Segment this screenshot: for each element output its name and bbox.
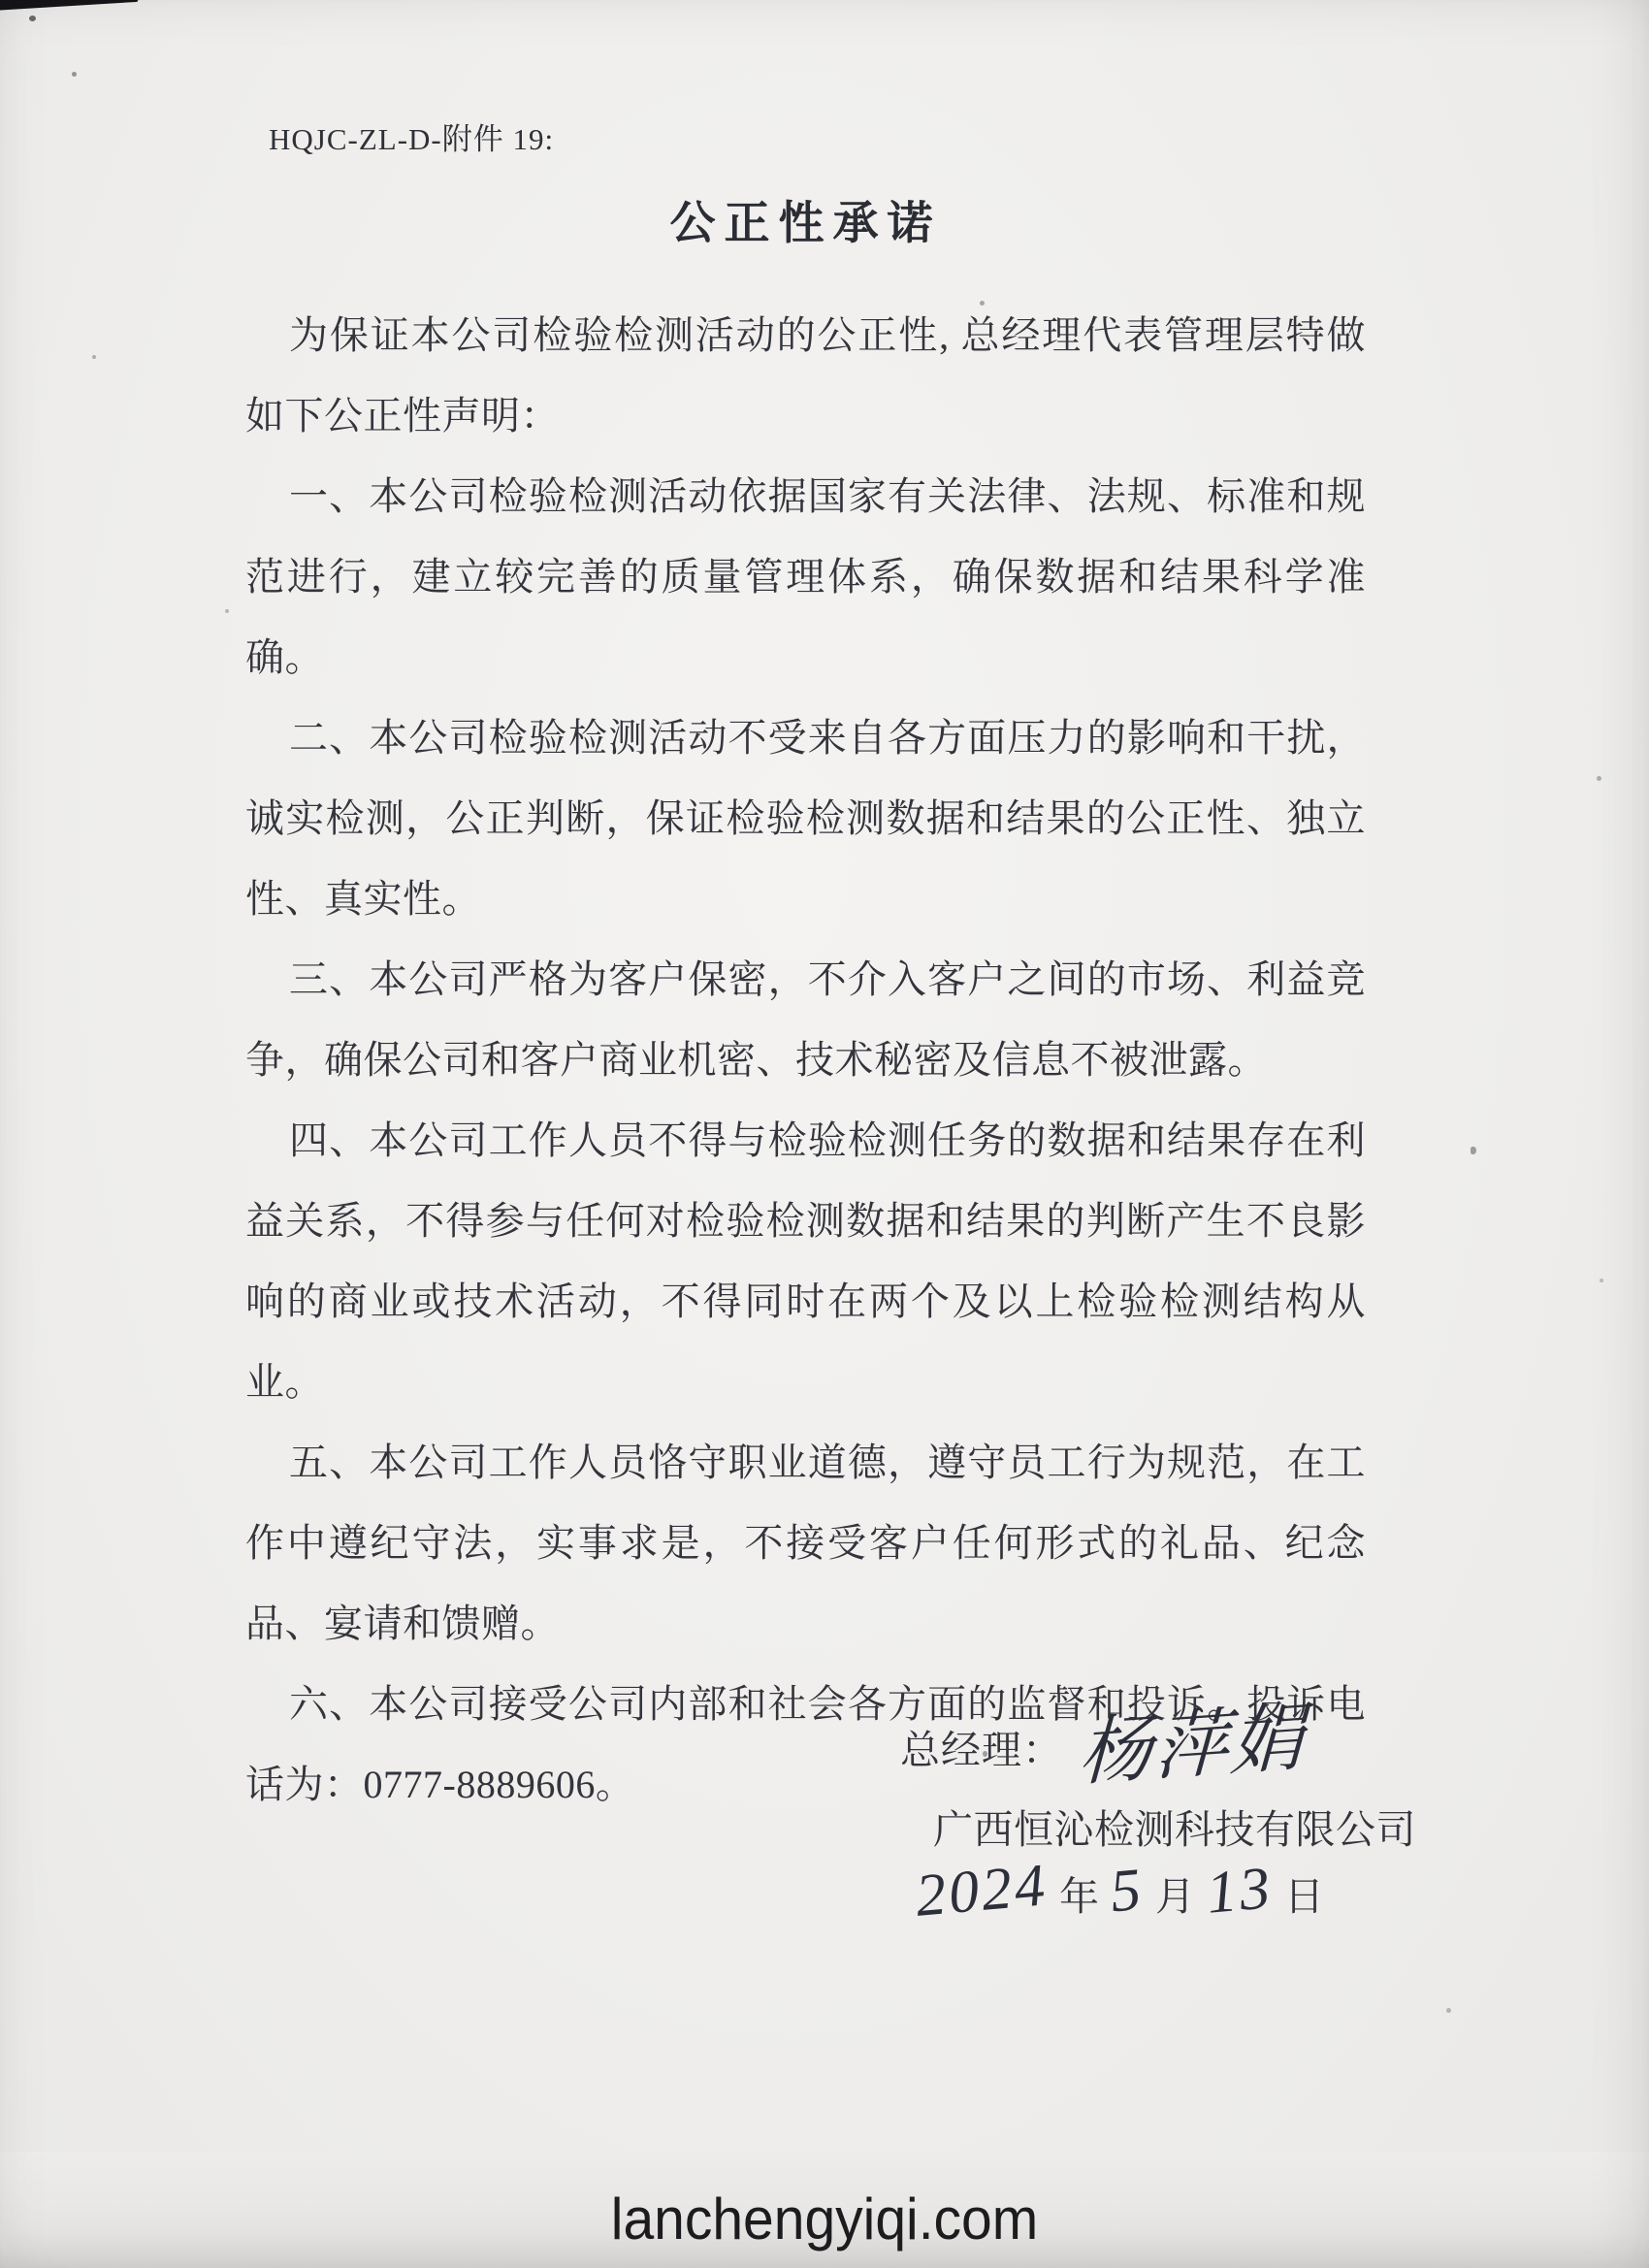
handwritten-day: 13 — [1204, 1855, 1276, 1927]
clause-5-paragraph: 五、本公司工作人员恪守职业道德，遵守员工行为规范，在工作中遵纪守法，实事求是，不接受客户任何形式的礼品、纪念品、宴请和馈赠。 — [245, 1441, 1366, 1645]
date-line — [913, 1852, 1324, 1929]
clause-2-paragraph: 二、本公司检验检测活动不受来自各方面压力的影响和干扰，诚实检测，公正判断，保证检验检测数据和结果的公正性、独立性、真实性。 — [245, 716, 1366, 921]
handwritten-signature: 杨萍娟 — [1077, 1697, 1308, 1796]
year-label: 年 — [1059, 1874, 1099, 1919]
document-body — [245, 187, 1366, 1825]
document-code: HQJC-ZL-D-附件 19: — [269, 122, 555, 156]
scan-speck — [1471, 1147, 1476, 1154]
clause-6-paragraph: 六、本公司接受公司内部和社会各方面的监督和投诉。投诉电话为：0777-8889606。 — [245, 1682, 1366, 1806]
month-label: 月 — [1155, 1874, 1195, 1919]
handwritten-year: 2024 — [913, 1852, 1051, 1929]
scan-speck — [1600, 1279, 1603, 1282]
handwritten-month: 5 — [1108, 1856, 1147, 1926]
clause-4-paragraph: 四、本公司工作人员不得与检验检测任务的数据和结果存在利益关系，不得参与任何对检验检测数据和结果的判断产生不良影响的商业或技术活动，不得同时在两个及以上检验检测结构从业。 — [245, 1118, 1366, 1404]
scan-speck — [225, 609, 229, 613]
scan-speck — [92, 355, 96, 359]
watermark-text: lanchengyiqi.com — [610, 2187, 1039, 2252]
scan-speck — [72, 72, 77, 77]
signature-row — [900, 1697, 1308, 1796]
clause-1-paragraph: 一、本公司检验检测活动依据国家有关法律、法规、标准和规范进行，建立较完善的质量管理体系，确保数据和结果科学准确。 — [245, 474, 1366, 679]
page-title: 公正性承诺 — [669, 199, 942, 249]
intro-paragraph: 为保证本公司检验检测活动的公正性, 总经理代表管理层特做如下公正性声明： — [245, 313, 1366, 437]
signature-role-label: 总经理： — [900, 1727, 1063, 1772]
day-label: 日 — [1284, 1874, 1324, 1919]
scan-corner-artifact — [0, 0, 138, 11]
company-name: 广西恒沁检测科技有限公司 — [933, 1807, 1416, 1852]
scan-speck — [29, 16, 36, 21]
clause-3-paragraph: 三、本公司严格为客户保密，不介入客户之间的市场、利益竞争，确保公司和客户商业机密、技术秘密及信息不被泄露。 — [245, 957, 1366, 1082]
scan-speck — [1597, 776, 1601, 781]
scan-speck — [1446, 2008, 1451, 2013]
